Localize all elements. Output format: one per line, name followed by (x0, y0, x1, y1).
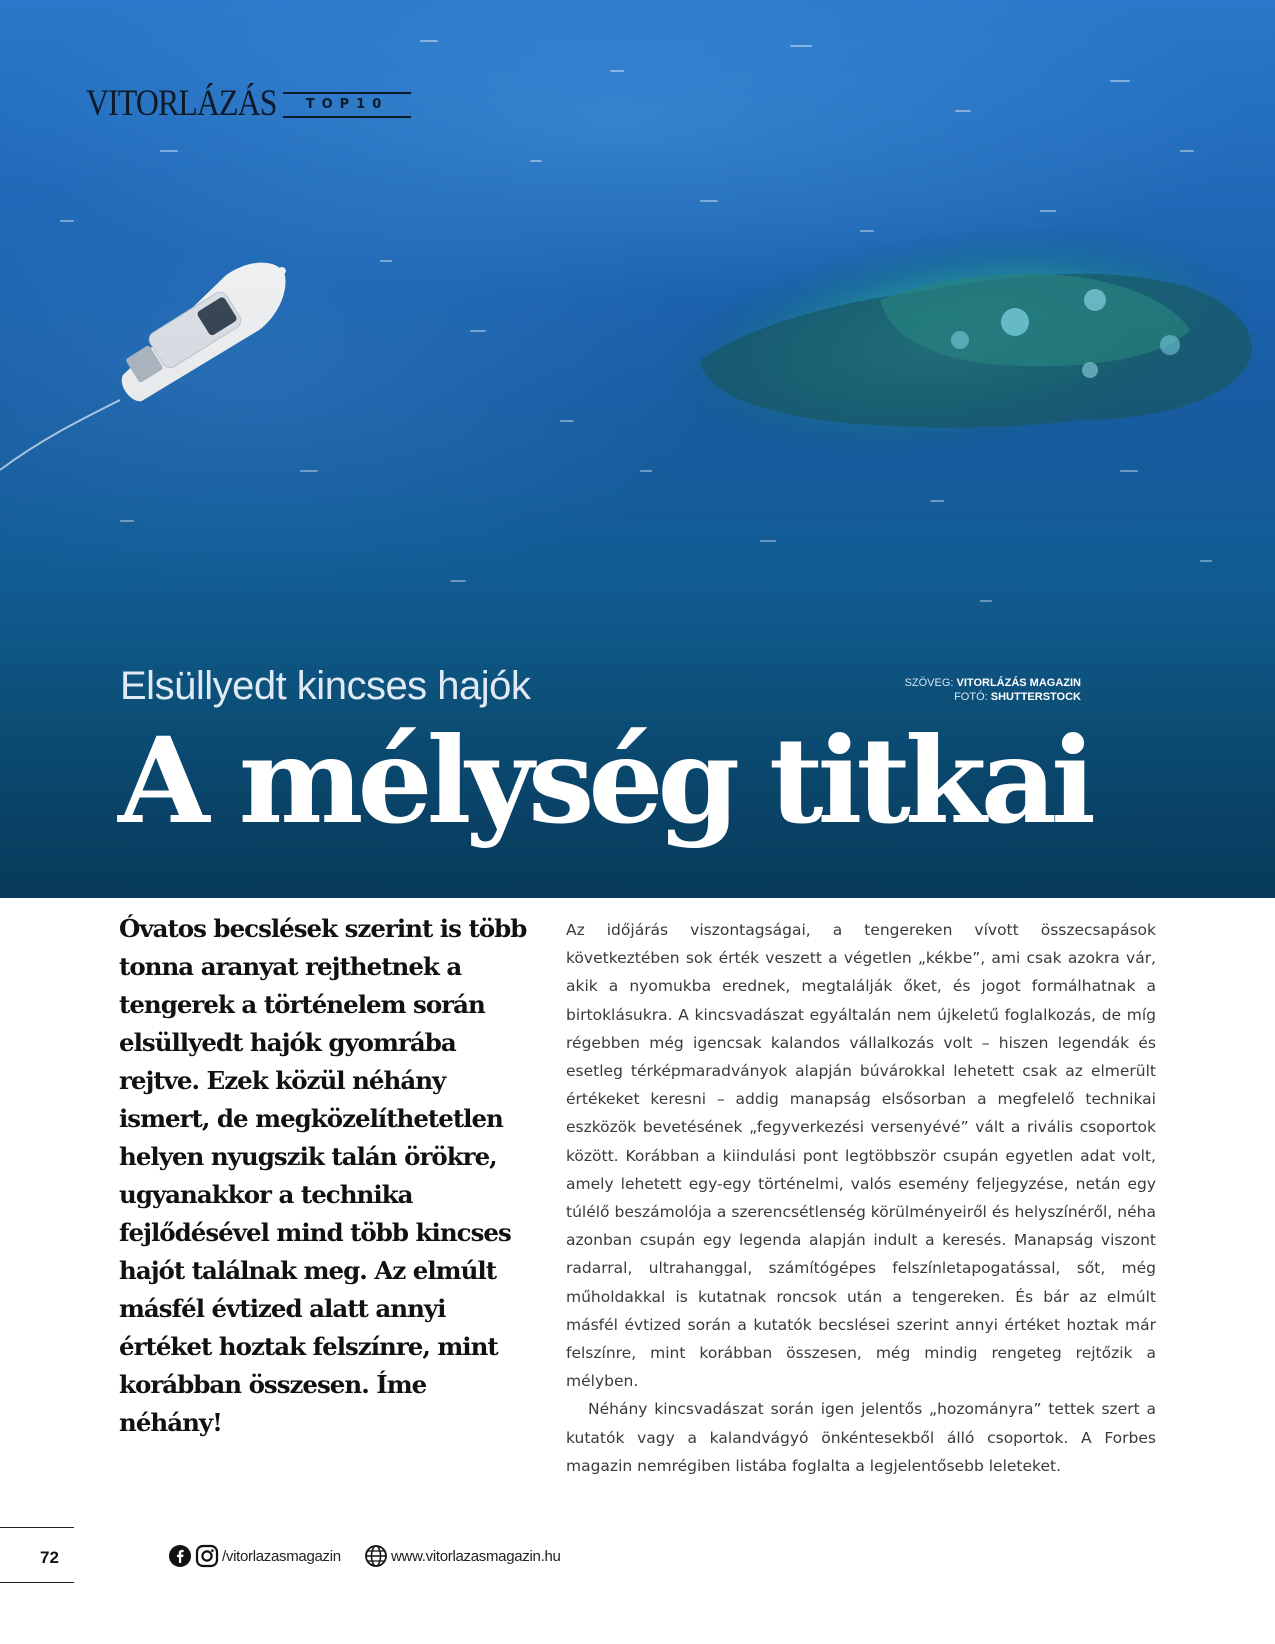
social-handle[interactable]: /vitorlazasmagazin (222, 1547, 341, 1565)
text-credit-label: SZÖVEG: (904, 677, 954, 689)
photo-credit (905, 690, 1081, 704)
magazine-logo: VITORLÁZÁS (86, 83, 277, 124)
page-number-rule-top (0, 1527, 74, 1528)
globe-icon (364, 1544, 388, 1568)
body-text-column (566, 916, 1156, 1480)
article-headline: A mélység titkai (118, 711, 1090, 850)
photo-credit-value: SHUTTERSTOCK (990, 691, 1081, 703)
text-credit-value: VITORLÁZÁS MAGAZIN (956, 677, 1081, 689)
body-paragraph-2: Néhány kincsvadászat során igen jelentős „hozományra” tettek szert a kutatók vagy a kalandvágyó önkéntesekből álló csoportok. A Forbes magazin nemrégiben listába foglalta a legjelentősebb leleteket. (566, 1400, 1156, 1475)
website-link[interactable] (364, 1544, 561, 1568)
lead-paragraph: Óvatos becslések szerint is több tonna aranyat rejthetnek a tengerek a történelem során elsüllyedt hajók gyomrába rejtve. Ezek közül néhány ismert, de megközelíthetetlen helyen nyugszik talán örökre, ugyanakkor a technika fejlődésével mind több kincses hajót találnak meg. Az elmúlt másfél évtized alatt annyi értéket hoztak felszínre, mint korábban összesen. Íme néhány! (119, 914, 527, 1437)
article-credits (905, 676, 1081, 704)
facebook-icon[interactable] (168, 1544, 192, 1568)
page-number: 72 (40, 1548, 59, 1567)
page-number-rule-bottom (0, 1582, 74, 1583)
article-kicker: Elsüllyedt kincses hajók (120, 664, 531, 708)
instagram-icon[interactable] (195, 1544, 219, 1568)
section-label-top10: TOP10 (283, 92, 411, 118)
photo-credit-label: FOTÓ: (954, 691, 988, 703)
website-url[interactable]: www.vitorlazasmagazin.hu (391, 1547, 561, 1565)
body-paragraph-1: Az időjárás viszontagságai, a tengereken vívott összecsapások következtében sok érték veszett a végetlen „kékbe”, ami csak azokra vár, akik a nyomukba erednek, megtalálják őket, és jogot formálhatnak a birtoklásukra. A kincsvadászat egyáltalán nem újkeletű foglalkozás, de míg régebben még igencsak kalandos vállalkozás volt – hiszen legendák és esetleg térképmaradványok alapján búvárokkal lehetett csak az elmerült értékeket keresni – addig manapság elsősorban a megfelelő technikai eszközök bevetésének „fegyverkezési versenyévé” vált a rivális csoportok között. Korábban a kiindulási pont legtöbbször csupán egyetlen adat volt, amely lehetett egy-egy történelmi, valós esemény feljegyzése, netán egy túlélő beszámolója a szerencsétlenség körülményeiről és helyszínéről, néha azonban csupán egy legenda alapján indult a keresés. Manapság viszont radarral, ultrahanggal, számítógépes felszínletapogatással, sőt, még műholdakkal is kutatnak roncsok után a tengereken. És bár az elmúlt másfél évtized során a kutatók becslései szerint annyi értéket hoztak már felszínre, mint korábban összesen, még mindig rengeteg rejtőzik a mélyben. (566, 921, 1156, 1391)
text-credit (905, 676, 1081, 690)
social-handle-link[interactable] (168, 1544, 341, 1568)
